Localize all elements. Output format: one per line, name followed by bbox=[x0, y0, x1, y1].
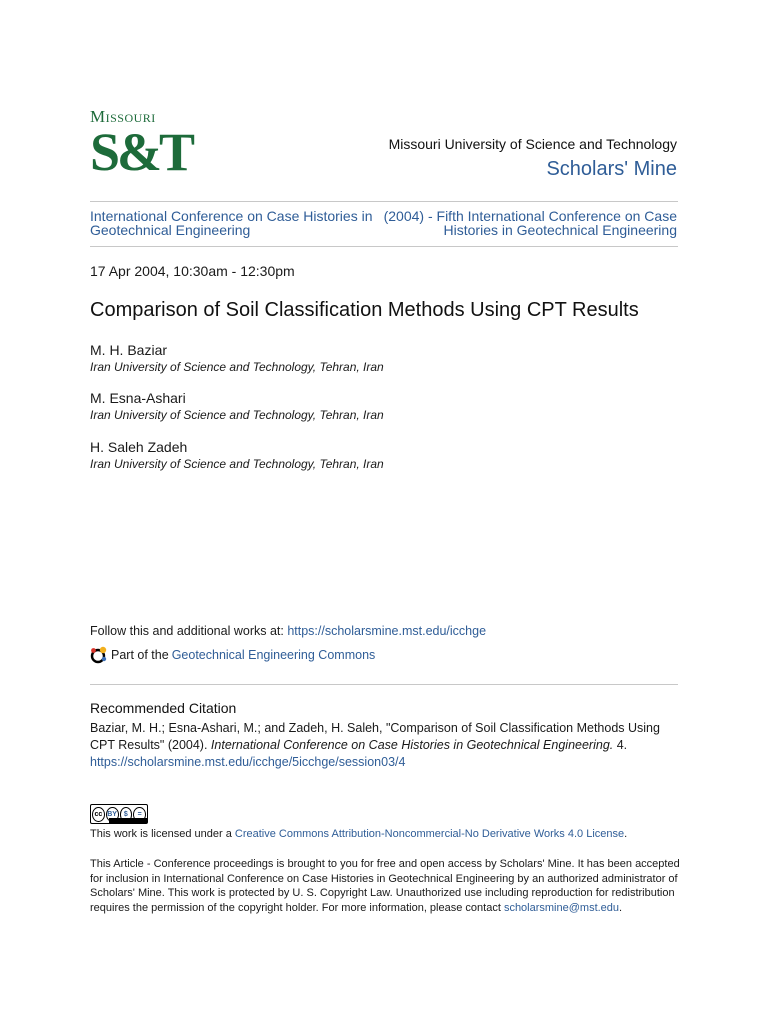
session-date: 17 Apr 2004, 10:30am - 12:30pm bbox=[90, 263, 295, 279]
access-notice bbox=[90, 857, 680, 915]
license-link[interactable]: Creative Commons Attribution-Noncommercial-No Derivative Works 4.0 License bbox=[234, 828, 625, 840]
citation-journal: International Conference on Case Histories in Geotechnical Engineering. bbox=[210, 738, 614, 752]
follow-line bbox=[90, 624, 486, 638]
part-of-prefix: Part of the bbox=[111, 648, 169, 662]
repository-link[interactable]: Scholars' Mine bbox=[546, 158, 677, 180]
logo-wordmark: Missouri bbox=[90, 107, 156, 126]
network-commons-icon bbox=[90, 646, 108, 664]
university-name: Missouri University of Science and Technology bbox=[388, 136, 677, 152]
follow-prefix: Follow this and additional works at: bbox=[90, 624, 288, 638]
license-line bbox=[90, 828, 627, 840]
divider-citation bbox=[90, 684, 678, 685]
license-suffix: . bbox=[624, 828, 628, 840]
commons-link[interactable]: Geotechnical Engineering Commons bbox=[171, 648, 376, 662]
collection-link[interactable]: https://scholarsmine.mst.edu/icchge bbox=[287, 624, 487, 638]
noderivatives-icon: = bbox=[133, 807, 146, 822]
part-of-line bbox=[90, 646, 375, 664]
noncommercial-icon: $ bbox=[120, 807, 133, 822]
divider-top bbox=[90, 201, 678, 202]
citation-number: 4. bbox=[613, 738, 628, 752]
citation-heading: Recommended Citation bbox=[90, 700, 237, 716]
author-name: H. Saleh Zadeh bbox=[90, 439, 188, 455]
conference-edition-link[interactable]: (2004) - Fifth International Conference on Case Histories in Geotechnical Engineering bbox=[383, 208, 677, 238]
university-logo bbox=[90, 107, 193, 182]
divider-breadcrumb bbox=[90, 246, 678, 247]
author-affiliation: Iran University of Science and Technology, Tehran, Iran bbox=[90, 408, 384, 422]
attribution-icon: BY bbox=[106, 807, 119, 822]
cc-icon: cc bbox=[92, 807, 105, 822]
notice-end: . bbox=[619, 901, 623, 914]
badge-bar bbox=[109, 818, 147, 823]
citation-body: Baziar, M. H.; Esna-Ashari, M.; and Zadeh, H. Saleh, "Comparison of Soil Classification Methods Using CPT Results" (2004). bbox=[90, 721, 660, 752]
cc-license-badge[interactable] bbox=[90, 804, 148, 824]
conference-series-link[interactable]: International Conference on Case Histories in Geotechnical Engineering bbox=[90, 208, 373, 238]
author-affiliation: Iran University of Science and Technology, Tehran, Iran bbox=[90, 457, 384, 471]
license-prefix: This work is licensed under a bbox=[90, 828, 235, 840]
citation-text bbox=[90, 720, 680, 771]
contact-email-link[interactable]: scholarsmine@mst.edu bbox=[503, 901, 620, 914]
citation-url-link[interactable]: https://scholarsmine.mst.edu/icchge/5icchge/session03/4 bbox=[90, 755, 406, 769]
logo-monogram: S&T bbox=[90, 122, 193, 182]
author-name: M. H. Baziar bbox=[90, 342, 168, 358]
author-name: M. Esna-Ashari bbox=[90, 390, 186, 406]
notice-text: This Article - Conference proceedings is brought to you for free and open access by Scholars' Mine. It has been accepted for inclusion in International Conference on Case Histories in Geotechnical Engineering by an authorized administrator of Scholars' Mine. This work is protected by U. S. Copyright Law. Unauthorized use including reproduction for redistribution requires the permission of the copyright holder. For more information, please contact bbox=[90, 858, 680, 914]
paper-title: Comparison of Soil Classification Methods Using CPT Results bbox=[90, 299, 639, 321]
author-affiliation: Iran University of Science and Technology, Tehran, Iran bbox=[90, 360, 384, 374]
